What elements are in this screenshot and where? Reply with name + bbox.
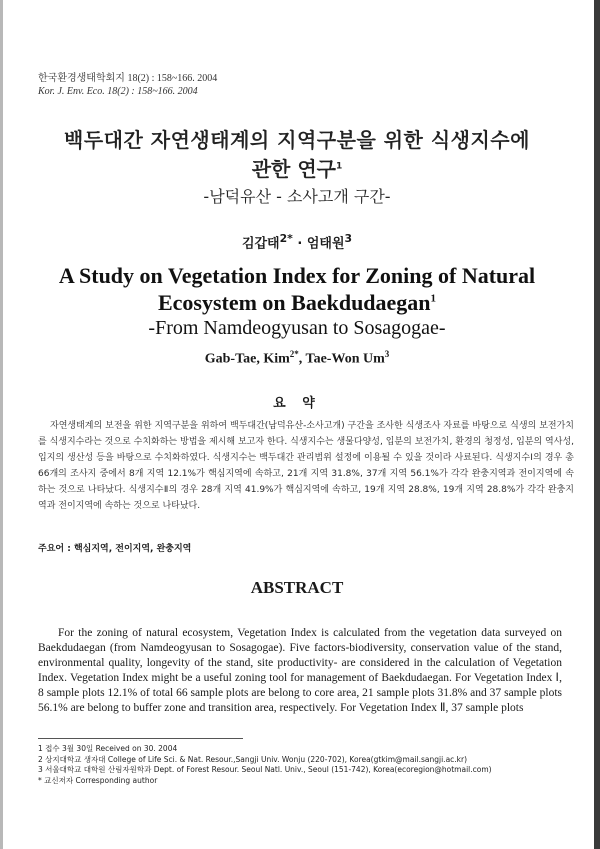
korean-authors [0, 232, 594, 251]
korean-subtitle: -남덕유산 - 소사고개 구간- [203, 187, 391, 206]
korean-keywords: 주요어 : 핵심지역, 전이지역, 완충지역 [38, 544, 192, 554]
english-subtitle: -From Namdeogyusan to Sosagogae- [148, 317, 446, 339]
korean-title-line2 [0, 153, 594, 182]
footnotes [38, 744, 578, 786]
footnote-1: 1 접수 3월 30일 Received on 30. 2004 [38, 744, 178, 753]
abstract-body [38, 626, 562, 716]
footnote-2: 2 상지대학교 생자대 College of Life Sci. & Nat. Resour.,Sangji Univ. Wonju (220-702), Korea(gtkim@mail.sangji.ac.kr) [38, 754, 468, 764]
korean-title-line1: 백두대간 자연생태계의 지역구분을 위한 식생지수에 [64, 128, 530, 152]
korean-author-1-mark: 2* [279, 232, 293, 245]
footnote-divider [38, 738, 243, 739]
korean-title-footnote-mark: 1 [335, 161, 343, 172]
abstract-heading: ABSTRACT [250, 578, 344, 597]
english-author-1-mark: 2* [289, 349, 299, 359]
journal-citation-korean: 한국환경생태학회지 18(2) : 158~166. 2004 [38, 73, 218, 84]
abstract-paragraph: For the zoning of natural ecosystem, Vegetation Index is calculated from the vegetation data surveyed on Baekdudaegan (from Namdeogyusan to Sosagogae). Five factors-biodiversity, conservation value of the stand, environmental quality, longevity of the stand, site productivity- are considered in the calculation of Vegetation Index. Vegetation Index might be a useful zoning tool for management of Baekdudaegan. For Vegetation Index Ⅰ, 8 sample plots 12.1% of total 66 sample plots are belong to core area, 21 sample plots 31.8% and 37 sample plots 56.1% are belong to buffer zone and transition area, respectively. For Vegetation Index Ⅱ, 37 sample plots [38, 627, 562, 714]
journal-citation-english: Kor. J. Env. Eco. 18(2) : 158~166. 2004 [38, 86, 198, 97]
korean-abstract-heading: 요 약 [273, 396, 321, 411]
english-title-line2-text: Ecosystem on Baekdudaegan [157, 290, 431, 315]
english-title-line1: A Study on Vegetation Index for Zoning of Natural [58, 263, 536, 288]
korean-author-2: 엄태원 [306, 236, 345, 252]
page-edge-right [594, 0, 600, 849]
english-title-line2 [0, 290, 594, 316]
korean-author-1: 김갑태 [241, 236, 280, 252]
footnote-corresponding: * 교신저자 Corresponding author [38, 775, 158, 785]
korean-author-2-mark: 3 [344, 232, 353, 245]
korean-title-line2-text: 관한 연구 [251, 157, 336, 181]
korean-abstract-body: 자연생태계의 보전을 위한 지역구분을 위하여 백두대간(남덕유산-소사고개) 구간을 조사한 식생조사 자료를 바탕으로 식생의 보전가치를 식생지수라는 것으로 수치화하는 방법을 제시해 보고자 한다. 식생지수는 생물다양성, 입분의 보전가치, 환경의 청정성, 입분의 역사성, 입지의 생산성 등을 바탕으로 수치화하였다. 식생지수는 백두대간 관리범위 설정에 이용될 수 있을 것이라 사료된다. 식생지수Ⅰ의 경우 총 66개의 조사지 중에서 8개 지역 12.1%가 핵심지역에 속하고, 21개 지역 31.8%, 37개 지역 56.1%가 각각 완충지역과 전이지역에 속하는 것으로 나타났다. 식생지수Ⅱ의 경우 28개 지역 41.9%가 핵심지역에 속하고, 19개 지역 28.8%, 19개 지역 28.8%가 각각 완충지역과 전이지역에 속하는 것으로 나타났다. [38, 421, 574, 511]
footnote-3: 3 서울대학교 대학원 산림자원학과 Dept. of Forest Resour. Seoul Natl. Univ., Seoul (151-742), Korea(ecoregion@hotmail.com) [38, 765, 492, 774]
journal-citation [38, 72, 217, 98]
english-authors [0, 349, 594, 368]
english-author-separator: , [298, 351, 306, 367]
english-author-2: Tae-Won Um [305, 351, 385, 367]
english-author-2-mark: 3 [384, 349, 390, 359]
korean-author-separator: · [292, 236, 307, 252]
english-title-footnote-mark: 1 [430, 292, 437, 305]
english-author-1: Gab-Tae, Kim [204, 351, 290, 367]
